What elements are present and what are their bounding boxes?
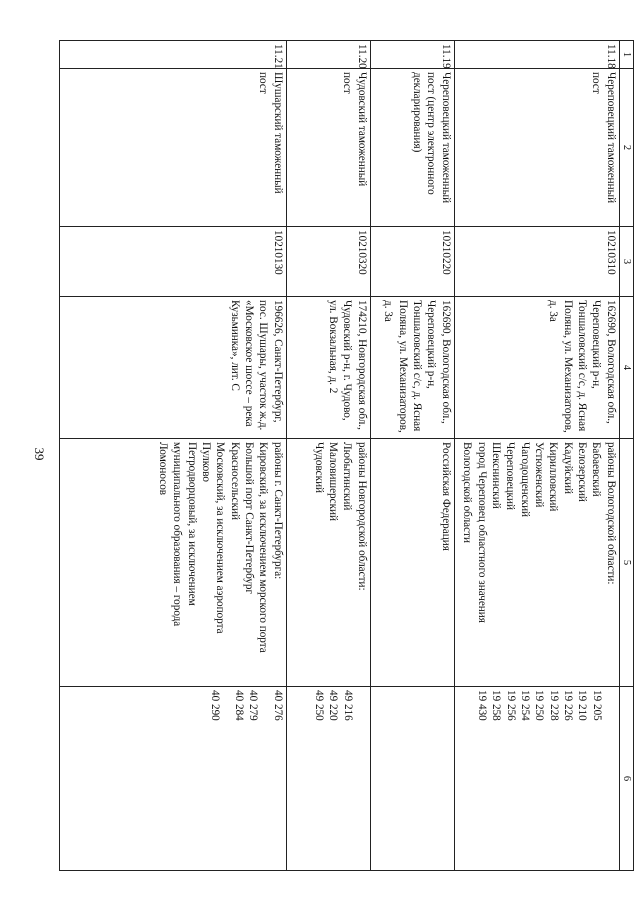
table-row [60,41,287,871]
customs-posts-table [59,40,634,871]
page-number: 39 [32,447,47,461]
region-list: районы г. Санкт-Петербурга: Кировский, за исключением морского порта Большой порт Санкт-Петербург Красносельский Московский, за исключением аэропорта Пулково Петродворцовый, за исключением муниципального образования – города Ломоносов [60,439,287,687]
post-name: Чудовский таможенный пост [286,69,370,227]
row-number: 11.19 [370,41,454,69]
post-code: 10210130 [60,227,287,297]
header-col-1: 1 [619,41,633,69]
post-name: Шушарский таможенный пост [60,69,287,227]
post-address: 196626, Санкт-Петербург, пос. Шушары, участок ж.д. «Московское шоссе – река Кузьминка», лит. С [60,297,287,439]
post-name: Череповецкий таможенный пост [454,69,619,227]
post-name: Череповецкий таможенный пост (центр электронного декларирования) [370,69,454,227]
okato-codes: 19 205 19 210 19 226 19 228 19 250 19 254 19 256 19 258 19 430 [454,687,619,871]
region-list: Российская Федерация [370,439,454,687]
header-col-3: 3 [619,227,633,297]
post-address: 162690, Вологодская обл., Череповецкий р-н, Тоншаловский с/с, д. Ясная Поляна, ул. Механизаторов, д. 3а [370,297,454,439]
table-row [286,41,370,871]
post-code: 10210220 [370,227,454,297]
table-row [454,41,619,871]
okato-codes [370,687,454,871]
header-col-2: 2 [619,69,633,227]
header-row [619,41,633,871]
post-code: 10210320 [286,227,370,297]
table-row [370,41,454,871]
header-col-4: 4 [619,297,633,439]
post-address: 162690, Вологодская обл., Череповецкий р-н, Тоншаловский с/с, д. Ясная Поляна, ул. Механизаторов, д. 3а [454,297,619,439]
region-list: районы Новгородской области: Любытинский Маловишерский Чудовский [286,439,370,687]
header-col-6: 6 [619,687,633,871]
row-number: 11.21 [60,41,287,69]
row-number: 11.18 [454,41,619,69]
post-address: 174210, Новгородская обл., Чудовский р-н, г. Чудово, ул. Вокзальная, д. 2 [286,297,370,439]
okato-codes: 49 216 49 220 49 250 [286,687,370,871]
header-col-5: 5 [619,439,633,687]
okato-codes: 40 276 40 279 40 284 40 290 [60,687,287,871]
post-code: 10210310 [454,227,619,297]
row-number: 11.20 [286,41,370,69]
rotated-table-container [59,40,634,870]
region-list: районы Вологодской области: Бабаевский Белозерский Кадуйский Кирилловский Устюженский Чагодощенский Череповецкий Шекснинский город Череповец областного значения Вологодской области [454,439,619,687]
